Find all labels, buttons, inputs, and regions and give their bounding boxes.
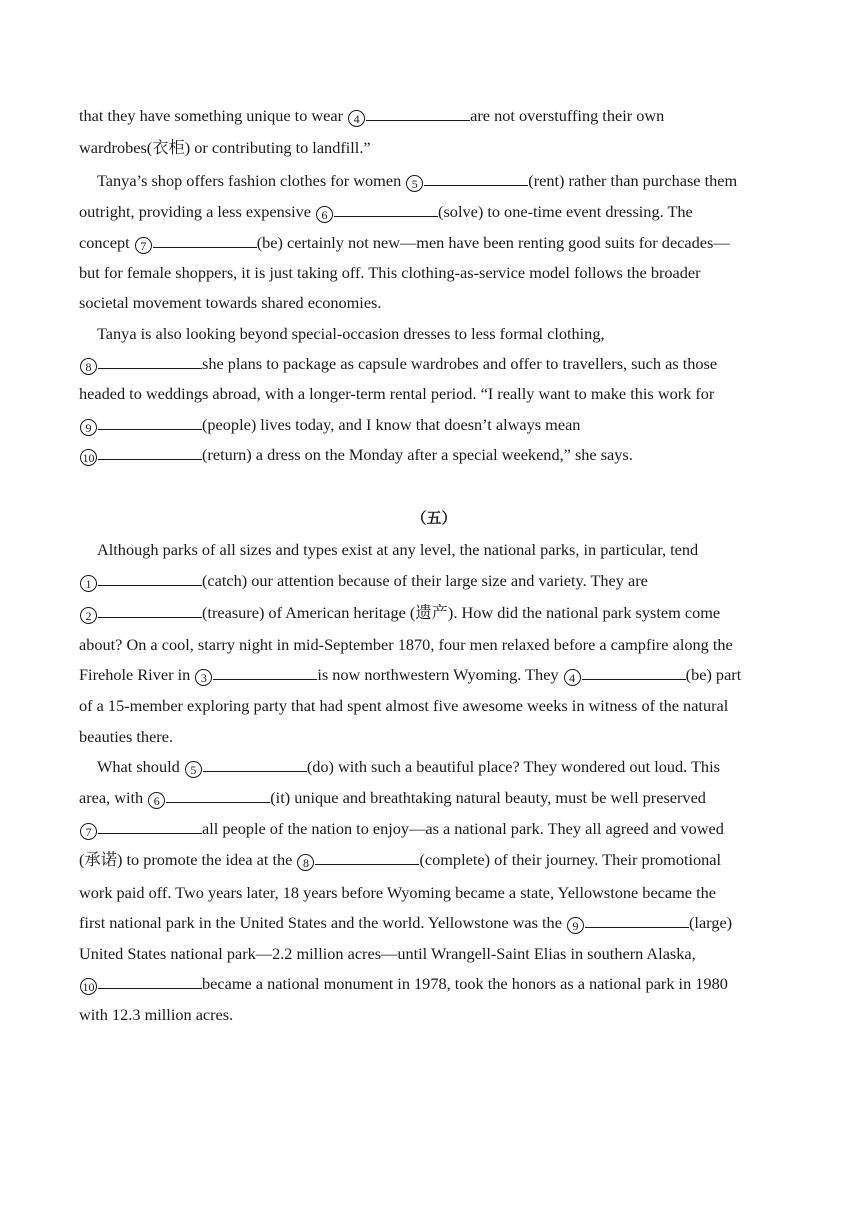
text-line	[79, 415, 794, 435]
text-run: is now northwestern Wyoming. They	[317, 665, 559, 684]
text-line	[79, 635, 794, 655]
text-line	[79, 571, 794, 591]
text-run: (people) lives today, and I know that doesn’t always mean	[202, 415, 581, 434]
text-line	[97, 324, 812, 344]
text-line	[79, 819, 794, 839]
answer-blank[interactable]	[98, 571, 202, 586]
text-run: Tanya is also looking beyond special-occasion dresses to less formal clothing,	[97, 324, 605, 343]
text-run: concept	[79, 233, 130, 252]
text-run: work paid off. Two years later, 18 years before Wyoming became a state, Yellowstone became the	[79, 883, 716, 902]
text-run: (rent) rather than purchase them	[528, 171, 738, 190]
text-run: with 12.3 million acres.	[79, 1005, 234, 1024]
text-run: (large)	[689, 913, 733, 932]
text-run: (catch) our attention because of their large size and variety. They are	[202, 571, 648, 590]
text-run: (be) part	[685, 665, 742, 684]
text-run: (承诺) to promote the idea at the	[79, 850, 293, 869]
text-line	[79, 944, 794, 964]
question-number: 4	[348, 110, 365, 127]
answer-blank[interactable]	[213, 665, 317, 680]
text-line	[79, 1005, 794, 1025]
text-run: (be) certainly not new—men have been renting good suits for decades—	[256, 233, 730, 252]
text-run: United States national park—2.2 million acres—until Wrangell-Saint Elias in southern Alaska,	[79, 944, 696, 963]
question-number: 2	[80, 607, 97, 624]
text-line	[79, 106, 794, 126]
text-line	[79, 293, 794, 313]
answer-blank[interactable]	[166, 788, 270, 803]
text-line	[79, 696, 794, 716]
text-line	[79, 263, 794, 283]
text-run: Although parks of all sizes and types exist at any level, the national parks, in particular, tend	[97, 540, 699, 559]
answer-blank[interactable]	[98, 415, 202, 430]
answer-blank[interactable]	[203, 757, 307, 772]
text-line	[79, 202, 794, 222]
text-run: Tanya’s shop offers fashion clothes for women	[97, 171, 402, 190]
answer-blank[interactable]	[585, 913, 689, 928]
text-run: that they have something unique to wear	[79, 106, 344, 125]
text-line	[97, 757, 812, 777]
text-line	[79, 384, 794, 404]
text-line	[79, 974, 794, 994]
text-line	[97, 171, 812, 191]
answer-blank[interactable]	[153, 233, 257, 248]
text-run: outright, providing a less expensive	[79, 202, 311, 221]
answer-blank[interactable]	[366, 106, 470, 121]
question-number: 3	[195, 669, 212, 686]
text-run: (solve) to one-time event dressing. The	[438, 202, 693, 221]
answer-blank[interactable]	[98, 974, 202, 989]
text-line	[79, 354, 794, 374]
text-line	[79, 233, 794, 253]
text-run: Firehole River in	[79, 665, 191, 684]
text-run: all people of the nation to enjoy—as a national park. They all agreed and vowed	[202, 819, 724, 838]
text-line	[79, 603, 794, 623]
text-line	[79, 788, 794, 808]
text-run: beauties there.	[79, 727, 174, 746]
text-run: first national park in the United States and the world. Yellowstone was the	[79, 913, 562, 932]
question-number: 10	[80, 449, 97, 466]
answer-blank[interactable]	[98, 445, 202, 460]
text-run: headed to weddings abroad, with a longer-term rental period. “I really want to make this work for	[79, 384, 715, 403]
text-run: (return) a dress on the Monday after a special weekend,” she says.	[202, 445, 633, 464]
text-run: are not overstuffing their own	[470, 106, 665, 125]
text-line	[79, 727, 794, 747]
question-number: 1	[80, 575, 97, 592]
question-number: 6	[316, 206, 333, 223]
text-run: wardrobes(衣柜) or contributing to landfill.”	[79, 138, 371, 157]
text-line	[79, 913, 794, 933]
text-run: (it) unique and breathtaking natural beauty, must be well preserved	[270, 788, 706, 807]
question-number: 5	[406, 175, 423, 192]
text-line	[79, 445, 794, 465]
question-number: 5	[185, 761, 202, 778]
text-run: but for female shoppers, it is just taking off. This clothing-as-service model follows the broader	[79, 263, 701, 282]
question-number: 6	[148, 792, 165, 809]
text-run: (treasure) of American heritage (遗产). How did the national park system come	[202, 603, 721, 622]
text-line	[79, 883, 794, 903]
text-run: (complete) of their journey. Their promotional	[419, 850, 722, 869]
text-run: about? On a cool, starry night in mid-September 1870, four men relaxed before a campfire along the	[79, 635, 733, 654]
question-number: 9	[567, 917, 584, 934]
text-line	[79, 850, 794, 870]
answer-blank[interactable]	[334, 202, 438, 217]
text-run: of a 15-member exploring party that had spent almost five awesome weeks in witness of the natural	[79, 696, 729, 715]
text-line	[97, 540, 812, 560]
question-number: 9	[80, 419, 97, 436]
question-number: 7	[80, 823, 97, 840]
answer-blank[interactable]	[582, 665, 686, 680]
text-run: What should	[97, 757, 180, 776]
section-title: （五）	[411, 509, 457, 527]
answer-blank[interactable]	[424, 171, 528, 186]
text-run: societal movement towards shared economies.	[79, 293, 382, 312]
text-line	[79, 665, 794, 685]
question-number: 8	[297, 854, 314, 871]
question-number: 8	[80, 358, 97, 375]
answer-blank[interactable]	[315, 850, 419, 865]
text-run: (do) with such a beautiful place? They wondered out loud. This	[306, 757, 720, 776]
text-run: area, with	[79, 788, 144, 807]
question-number: 7	[135, 237, 152, 254]
text-run: she plans to package as capsule wardrobes and offer to travellers, such as those	[202, 354, 718, 373]
answer-blank[interactable]	[98, 603, 202, 618]
answer-blank[interactable]	[98, 354, 202, 369]
text-run: became a national monument in 1978, took the honors as a national park in 1980	[202, 974, 728, 993]
answer-blank[interactable]	[98, 819, 202, 834]
question-number: 4	[564, 669, 581, 686]
text-line	[79, 138, 794, 158]
question-number: 10	[80, 978, 97, 995]
